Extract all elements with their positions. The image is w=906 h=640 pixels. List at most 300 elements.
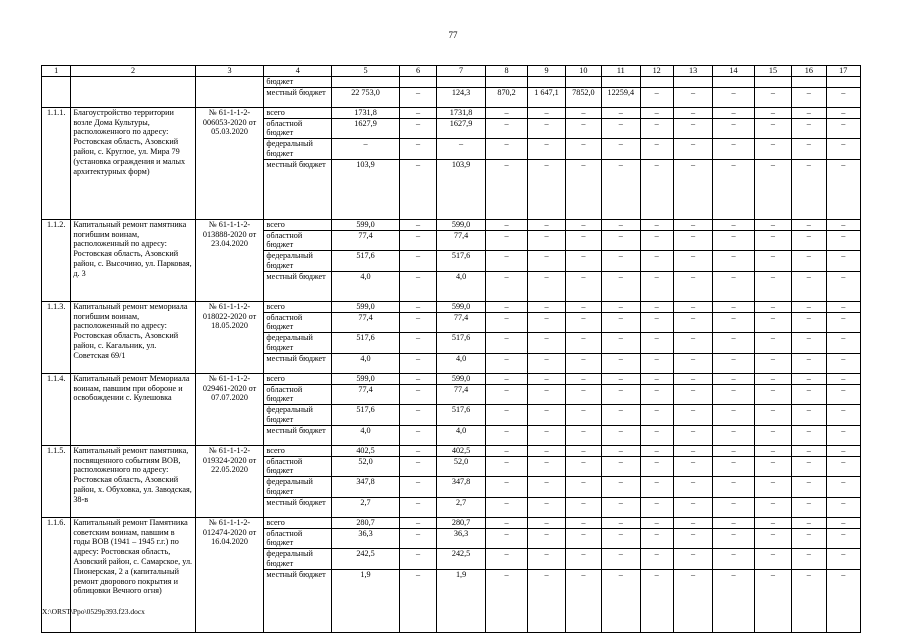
value-cell: – (565, 230, 601, 251)
value-cell: 36,3 (437, 528, 486, 549)
contract-cell (195, 77, 264, 108)
value-cell: – (673, 384, 712, 405)
value-cell: – (713, 528, 754, 549)
value-cell: – (602, 456, 640, 477)
value-cell: – (485, 549, 527, 570)
funding-source-cell: всего (264, 373, 332, 384)
value-cell: – (565, 517, 601, 528)
value-cell: – (485, 333, 527, 354)
value-cell (399, 77, 436, 88)
value-cell: – (713, 384, 754, 405)
value-cell: 77,4 (437, 230, 486, 251)
value-cell: – (565, 456, 601, 477)
value-cell: – (792, 87, 826, 107)
value-cell: – (640, 271, 673, 301)
value-cell: – (528, 139, 565, 160)
value-cell: 1,9 (437, 569, 486, 632)
value-cell (640, 77, 673, 88)
value-cell: – (826, 477, 860, 498)
item-name-cell: Капитальный ремонт памятника, посвященного событиям ВОВ, расположенного по адресу: Ростовская область, Азовский район, х. Обуховка, ул. Заводская, 38-в (71, 445, 195, 517)
value-cell: – (673, 159, 712, 219)
value-cell: – (754, 373, 791, 384)
value-cell: – (792, 456, 826, 477)
value-cell (754, 77, 791, 88)
value-cell: – (754, 87, 791, 107)
value-cell: 517,6 (332, 405, 400, 426)
value-cell: – (826, 251, 860, 272)
value-cell: – (399, 118, 436, 139)
value-cell: – (485, 118, 527, 139)
value-cell: 599,0 (332, 301, 400, 312)
value-cell: – (602, 159, 640, 219)
table-body (42, 77, 861, 633)
value-cell: – (399, 251, 436, 272)
value-cell: 4,0 (437, 353, 486, 373)
value-cell: 517,6 (437, 333, 486, 354)
column-number-11: 11 (602, 66, 640, 77)
value-cell: – (673, 497, 712, 517)
value-cell: – (602, 497, 640, 517)
value-cell: – (754, 445, 791, 456)
value-cell: – (792, 384, 826, 405)
value-cell: 1731,8 (437, 107, 486, 118)
value-cell: – (792, 405, 826, 426)
value-cell: – (565, 425, 601, 445)
value-cell: 1731,8 (332, 107, 400, 118)
table-row (42, 301, 861, 312)
value-cell: – (713, 353, 754, 373)
value-cell: – (565, 405, 601, 426)
value-cell: – (528, 118, 565, 139)
value-cell: 402,5 (437, 445, 486, 456)
value-cell: – (826, 333, 860, 354)
funding-source-cell: всего (264, 517, 332, 528)
value-cell: 242,5 (437, 549, 486, 570)
value-cell: – (602, 549, 640, 570)
value-cell: – (792, 107, 826, 118)
value-cell: – (399, 445, 436, 456)
value-cell: – (640, 139, 673, 160)
value-cell: – (399, 107, 436, 118)
value-cell: 599,0 (332, 373, 400, 384)
value-cell: – (713, 139, 754, 160)
value-cell: – (528, 549, 565, 570)
value-cell: – (673, 230, 712, 251)
value-cell: – (640, 333, 673, 354)
value-cell (565, 77, 601, 88)
value-cell: – (602, 425, 640, 445)
value-cell: – (485, 251, 527, 272)
value-cell: 7852,0 (565, 87, 601, 107)
value-cell: – (640, 373, 673, 384)
column-number-3: 3 (195, 66, 264, 77)
value-cell (528, 77, 565, 88)
value-cell: – (602, 301, 640, 312)
value-cell: 1,9 (332, 569, 400, 632)
value-cell: – (640, 405, 673, 426)
value-cell: – (602, 118, 640, 139)
value-cell: – (565, 139, 601, 160)
value-cell: – (826, 301, 860, 312)
value-cell: – (528, 312, 565, 333)
funding-source-cell: бюджет (264, 77, 332, 88)
funding-source-cell: всего (264, 219, 332, 230)
value-cell: – (826, 445, 860, 456)
value-cell: – (713, 251, 754, 272)
value-cell: 77,4 (332, 230, 400, 251)
item-number-cell: 1.1.2. (42, 219, 71, 301)
column-number-1: 1 (42, 66, 71, 77)
value-cell: – (485, 107, 527, 118)
value-cell: – (673, 118, 712, 139)
value-cell: 517,6 (332, 333, 400, 354)
item-number-cell: 1.1.1. (42, 107, 71, 219)
value-cell: – (640, 353, 673, 373)
value-cell: – (485, 445, 527, 456)
funding-source-cell: областной бюджет (264, 456, 332, 477)
value-cell: 4,0 (332, 353, 400, 373)
value-cell: – (713, 107, 754, 118)
funding-source-cell: федеральный бюджет (264, 405, 332, 426)
value-cell: – (399, 549, 436, 570)
value-cell: – (640, 456, 673, 477)
value-cell: – (673, 425, 712, 445)
value-cell: – (399, 477, 436, 498)
value-cell: – (528, 445, 565, 456)
value-cell: – (399, 353, 436, 373)
value-cell: – (713, 456, 754, 477)
value-cell: – (713, 569, 754, 632)
value-cell: – (399, 528, 436, 549)
value-cell: – (565, 528, 601, 549)
value-cell: – (713, 301, 754, 312)
funding-source-cell: федеральный бюджет (264, 139, 332, 160)
value-cell: 280,7 (437, 517, 486, 528)
item-number-cell: 1.1.4. (42, 373, 71, 445)
value-cell: – (826, 230, 860, 251)
value-cell: 103,9 (332, 159, 400, 219)
value-cell: 517,6 (437, 251, 486, 272)
value-cell: – (640, 477, 673, 498)
column-number-9: 9 (528, 66, 565, 77)
value-cell: – (713, 333, 754, 354)
value-cell: – (754, 219, 791, 230)
value-cell: – (437, 139, 486, 160)
value-cell: – (713, 405, 754, 426)
value-cell: – (485, 517, 527, 528)
funding-source-cell: областной бюджет (264, 528, 332, 549)
value-cell: – (792, 569, 826, 632)
value-cell (792, 77, 826, 88)
value-cell: – (673, 517, 712, 528)
contract-cell: № 61-1-1-2-029461-2020 от 07.07.2020 (195, 373, 264, 445)
item-name-cell: Капитальный ремонт памятника погибшим воинам, расположенный по адресу: Ростовская область, Азовский район, с. Высочино, ул. Парковая, д. 3 (71, 219, 195, 301)
value-cell: – (754, 353, 791, 373)
funding-source-cell: федеральный бюджет (264, 251, 332, 272)
contract-cell: № 61-1-1-2-013888-2020 от 23.04.2020 (195, 219, 264, 301)
value-cell: – (754, 497, 791, 517)
value-cell: – (826, 107, 860, 118)
value-cell: – (792, 219, 826, 230)
value-cell: – (565, 118, 601, 139)
value-cell: – (602, 333, 640, 354)
value-cell: – (673, 219, 712, 230)
value-cell: – (673, 569, 712, 632)
value-cell (826, 77, 860, 88)
value-cell: – (673, 549, 712, 570)
value-cell: – (602, 107, 640, 118)
value-cell: – (640, 87, 673, 107)
funding-source-cell: местный бюджет (264, 271, 332, 301)
value-cell: – (754, 139, 791, 160)
value-cell: – (792, 353, 826, 373)
value-cell: 77,4 (332, 384, 400, 405)
value-cell: – (485, 477, 527, 498)
value-cell: 1627,9 (437, 118, 486, 139)
value-cell: – (826, 87, 860, 107)
value-cell: 1627,9 (332, 118, 400, 139)
value-cell: – (485, 159, 527, 219)
funding-source-cell: всего (264, 107, 332, 118)
funding-source-cell: федеральный бюджет (264, 333, 332, 354)
value-cell: – (565, 333, 601, 354)
value-cell: – (602, 477, 640, 498)
value-cell: – (754, 477, 791, 498)
value-cell: 124,3 (437, 87, 486, 107)
value-cell: – (485, 456, 527, 477)
value-cell: – (399, 497, 436, 517)
value-cell: – (565, 159, 601, 219)
value-cell: – (713, 497, 754, 517)
value-cell: – (485, 569, 527, 632)
item-number-cell (42, 77, 71, 108)
item-name-cell (71, 77, 195, 108)
value-cell: – (399, 569, 436, 632)
item-number-cell: 1.1.6. (42, 517, 71, 632)
value-cell: – (640, 251, 673, 272)
column-number-7: 7 (437, 66, 486, 77)
value-cell: 242,5 (332, 549, 400, 570)
value-cell: – (673, 405, 712, 426)
file-path-footer: X:\ORST\Ppo\0529p393.f23.docx (42, 607, 145, 616)
value-cell: – (399, 425, 436, 445)
value-cell: – (565, 219, 601, 230)
value-cell: – (485, 219, 527, 230)
value-cell: – (673, 107, 712, 118)
funding-source-cell: местный бюджет (264, 159, 332, 219)
column-number-row (42, 66, 861, 77)
value-cell: 22 753,0 (332, 87, 400, 107)
value-cell: – (528, 271, 565, 301)
funding-source-cell: местный бюджет (264, 87, 332, 107)
column-number-4: 4 (264, 66, 332, 77)
value-cell: 77,4 (437, 384, 486, 405)
value-cell: – (399, 312, 436, 333)
value-cell: – (565, 477, 601, 498)
table-row (42, 445, 861, 456)
value-cell: – (528, 405, 565, 426)
value-cell: – (826, 219, 860, 230)
column-number-17: 17 (826, 66, 860, 77)
value-cell: – (565, 497, 601, 517)
value-cell: – (826, 528, 860, 549)
value-cell: – (399, 456, 436, 477)
value-cell: – (602, 528, 640, 549)
value-cell: 77,4 (332, 312, 400, 333)
value-cell: – (826, 373, 860, 384)
value-cell: – (792, 497, 826, 517)
table-row (42, 517, 861, 528)
value-cell: – (826, 497, 860, 517)
value-cell: – (754, 312, 791, 333)
value-cell: – (826, 271, 860, 301)
funding-source-cell: областной бюджет (264, 230, 332, 251)
value-cell: – (673, 528, 712, 549)
value-cell: – (528, 219, 565, 230)
value-cell: – (565, 353, 601, 373)
value-cell: – (673, 477, 712, 498)
value-cell: – (565, 373, 601, 384)
value-cell: – (826, 384, 860, 405)
funding-source-cell: местный бюджет (264, 497, 332, 517)
value-cell: – (826, 139, 860, 160)
value-cell: – (713, 219, 754, 230)
funding-source-cell: местный бюджет (264, 569, 332, 632)
value-cell: – (792, 477, 826, 498)
value-cell: 4,0 (437, 425, 486, 445)
value-cell: – (602, 312, 640, 333)
value-cell: – (602, 353, 640, 373)
value-cell: – (754, 425, 791, 445)
value-cell: – (713, 517, 754, 528)
value-cell: – (713, 159, 754, 219)
value-cell: – (640, 445, 673, 456)
column-number-6: 6 (399, 66, 436, 77)
column-number-13: 13 (673, 66, 712, 77)
value-cell: – (485, 373, 527, 384)
value-cell: – (713, 549, 754, 570)
value-cell: – (826, 425, 860, 445)
value-cell: – (485, 301, 527, 312)
value-cell: 36,3 (332, 528, 400, 549)
value-cell (332, 77, 400, 88)
value-cell: – (528, 497, 565, 517)
value-cell: – (792, 118, 826, 139)
program-table (41, 65, 861, 633)
funding-source-cell: местный бюджет (264, 353, 332, 373)
value-cell: – (713, 425, 754, 445)
value-cell: – (485, 528, 527, 549)
value-cell: – (754, 569, 791, 632)
value-cell: – (673, 251, 712, 272)
table-row (42, 107, 861, 118)
value-cell: – (673, 139, 712, 160)
value-cell: 2,7 (437, 497, 486, 517)
value-cell: – (528, 384, 565, 405)
value-cell: – (713, 445, 754, 456)
value-cell: – (673, 333, 712, 354)
value-cell: – (399, 301, 436, 312)
value-cell: – (640, 384, 673, 405)
value-cell: – (826, 405, 860, 426)
value-cell: – (528, 456, 565, 477)
value-cell: – (826, 353, 860, 373)
contract-cell: № 61-1-1-2-018022-2020 от 18.05.2020 (195, 301, 264, 373)
item-number-cell: 1.1.3. (42, 301, 71, 373)
value-cell: – (399, 139, 436, 160)
value-cell: – (640, 312, 673, 333)
value-cell: – (754, 118, 791, 139)
value-cell: – (754, 159, 791, 219)
value-cell: 4,0 (437, 271, 486, 301)
value-cell: – (485, 271, 527, 301)
value-cell: 599,0 (437, 373, 486, 384)
value-cell: – (399, 405, 436, 426)
value-cell: – (713, 118, 754, 139)
value-cell: – (565, 271, 601, 301)
value-cell: – (792, 425, 826, 445)
value-cell: 280,7 (332, 517, 400, 528)
value-cell: – (713, 373, 754, 384)
value-cell: – (602, 445, 640, 456)
value-cell: – (792, 139, 826, 160)
value-cell: – (565, 251, 601, 272)
value-cell: – (602, 373, 640, 384)
value-cell: – (565, 549, 601, 570)
value-cell: – (485, 425, 527, 445)
value-cell: – (673, 353, 712, 373)
value-cell: – (792, 271, 826, 301)
value-cell: – (565, 569, 601, 632)
value-cell: – (485, 312, 527, 333)
value-cell: – (640, 118, 673, 139)
value-cell: 599,0 (437, 301, 486, 312)
value-cell: – (528, 517, 565, 528)
value-cell: – (528, 333, 565, 354)
value-cell: – (602, 405, 640, 426)
column-number-16: 16 (792, 66, 826, 77)
value-cell: – (528, 107, 565, 118)
value-cell: – (754, 251, 791, 272)
value-cell: – (754, 517, 791, 528)
value-cell: – (826, 517, 860, 528)
value-cell: – (528, 477, 565, 498)
value-cell: 517,6 (332, 251, 400, 272)
value-cell: – (602, 517, 640, 528)
value-cell: – (826, 549, 860, 570)
value-cell: 77,4 (437, 312, 486, 333)
value-cell: – (754, 405, 791, 426)
value-cell: – (640, 528, 673, 549)
value-cell: – (754, 456, 791, 477)
column-number-10: 10 (565, 66, 601, 77)
value-cell: – (754, 230, 791, 251)
value-cell: – (673, 312, 712, 333)
value-cell: – (565, 107, 601, 118)
value-cell: – (602, 251, 640, 272)
value-cell: 1 647,1 (528, 87, 565, 107)
value-cell: – (754, 301, 791, 312)
value-cell: – (792, 230, 826, 251)
value-cell: – (640, 107, 673, 118)
funding-source-cell: областной бюджет (264, 384, 332, 405)
value-cell: – (640, 425, 673, 445)
value-cell: – (485, 230, 527, 251)
table-row (42, 373, 861, 384)
value-cell: – (792, 251, 826, 272)
value-cell: 347,8 (437, 477, 486, 498)
column-number-15: 15 (754, 66, 791, 77)
